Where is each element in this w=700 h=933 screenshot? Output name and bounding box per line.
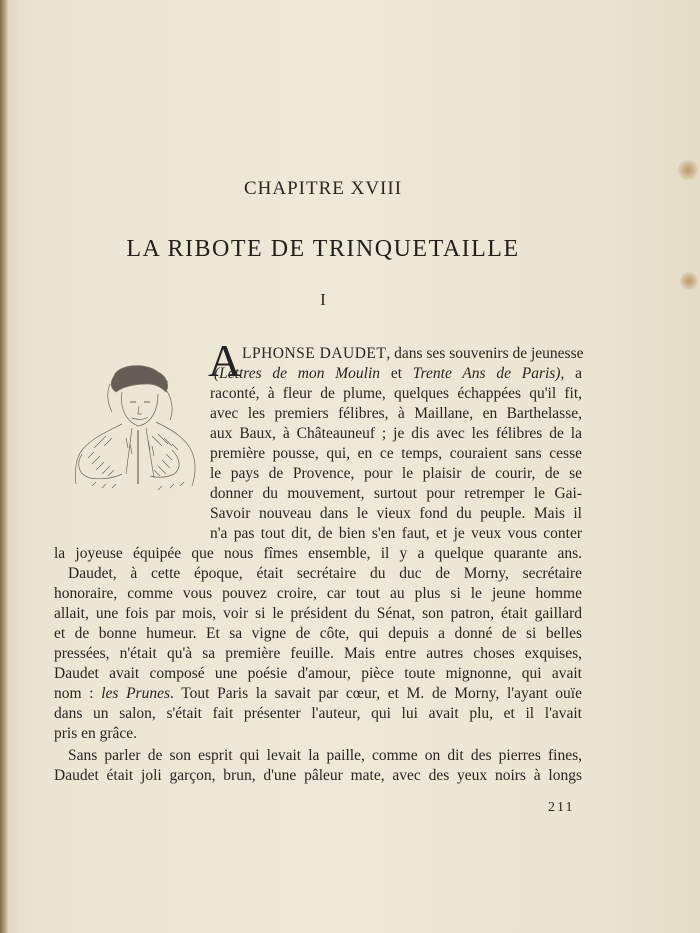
- text-line: aux Baux, à Châteauneuf ; je dis avec les félibres de la: [210, 425, 582, 442]
- text-line: raconté, à fleur de plume, quelques échappées qu'il fit,: [210, 385, 582, 402]
- text-line: et de bonne humeur. Et sa vigne de côte, qui depuis a donné de si belles: [54, 625, 582, 642]
- text-line: LPHONSE DAUDET, dans ses souvenirs de jeunesse: [242, 345, 584, 362]
- text-line: n'a pas tout dit, de bien s'en faut, et je veux vous conter: [210, 525, 582, 542]
- text-line: Daudet était joli garçon, brun, d'une pâleur mate, avec des yeux noirs à longs: [54, 767, 582, 784]
- text-line: pris en grâce.: [54, 725, 138, 742]
- book-title: (Lettres de mon Moulin: [214, 365, 381, 382]
- foxing-spot: [678, 160, 698, 180]
- book-gutter: [0, 0, 8, 933]
- text-line: Daudet, à cette époque, était secrétaire du duc de Morny, secrétaire: [68, 565, 582, 582]
- text-line: la joyeuse équipée que nous fîmes ensemble, il y a quelque quarante ans.: [54, 545, 582, 562]
- text-line: avec les premiers félibres, à Maillane, en Barthelasse,: [210, 405, 582, 422]
- text-line: Savoir nouveau dans le vieux fond du peuple. Mais il: [210, 505, 582, 522]
- text-line: (Lettres de mon Moulin et Trente Ans de Paris), a: [214, 365, 583, 382]
- text-line: Sans parler de son esprit qui levait la paille, comme on dit des pierres fines,: [68, 747, 582, 764]
- text-line: dans un salon, s'était fait présenter l'auteur, qui lui avait plu, et il l'avait: [54, 705, 582, 722]
- text-line: donner du mouvement, surtout pour retremper le Gai-: [210, 485, 582, 502]
- poem-title: les Prunes: [101, 685, 170, 702]
- chapter-number: CHAPITRE XVIII: [243, 178, 403, 199]
- text-line: honoraire, comme vous pouvez croire, car tout au plus si le jeune homme: [54, 585, 582, 602]
- author-name: LPHONSE DAUDET: [242, 345, 387, 362]
- text-line: nom : les Prunes. Tout Paris la savait par cœur, et M. de Morny, l'ayant ouïe: [54, 685, 582, 702]
- book-title: Trente Ans de Paris): [412, 365, 561, 382]
- section-number: I: [320, 290, 326, 309]
- page-number: 211: [548, 800, 575, 815]
- foxing-spot: [680, 272, 698, 290]
- text-line: allait, une fois par mois, voir si le président du Sénat, son patron, était gaillard: [54, 605, 582, 622]
- drop-cap: A: [208, 335, 242, 386]
- text-line: première pousse, qui, en ce temps, couraient sans cesse: [210, 445, 582, 462]
- text-line: pressées, n'était qu'à sa première feuille. Mais entre autres choses exquises,: [54, 645, 582, 662]
- chapter-title: LA RIBOTE DE TRINQUETAILLE: [126, 236, 520, 262]
- text-line: le pays de Provence, pour le plaisir de courir, de se: [210, 465, 582, 482]
- text-line: Daudet avait composé une poésie d'amour, pièce toute mignonne, qui avait: [54, 665, 582, 682]
- portrait-engraving: [62, 354, 200, 516]
